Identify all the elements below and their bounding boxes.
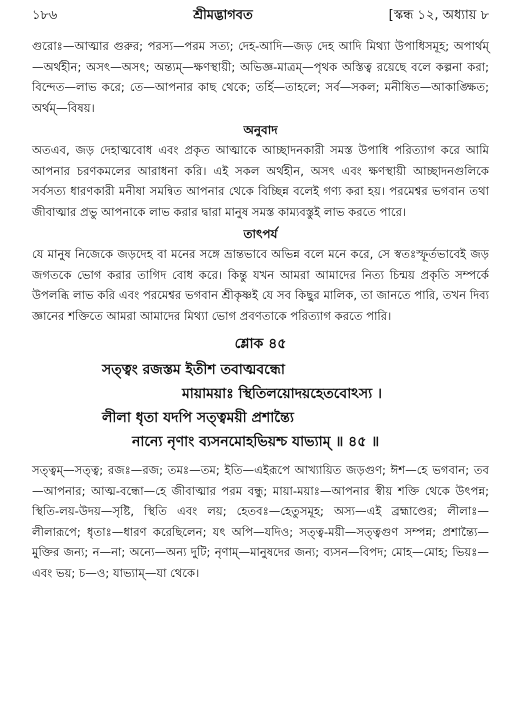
purport-heading: তাৎপর্য <box>243 227 278 241</box>
synonyms-block-bottom: সত্ত্বম্—সত্ত্ব; রজঃ—রজ; তমঃ—তম; ইতি—এইরূপে আখ্যায়িত জড়গুণ; ঈশ—হে ভগবান; তব—আপনার; আত্ম-বন্ধো—হে জীবাত্মার পরম বন্ধু; মায়া-ময়াঃ—আপনার স্বীয় শক্তি থেকে উৎপন্ন; স্থিতি-লয়-উদয়—সৃষ্টি, স্থিতি এবং লয়; হেতবঃ—হেতুসমূহ; অস্য—এই ব্রহ্মাণ্ডের; লীলাঃ—লীলারূপে; ধৃতাঃ—ধারণ করেছিলেন; যৎ অপি—যদিও; সত্ত্ব-ময়ী—সত্ত্বগুণ সম্পন্ন; প্রশান্ত্যৈ—মুক্তির জন্য; ন—না; অন্যে—অন্য দুটি; নৃণাম্—মানুষদের জন্য; ব্যসন—বিপদ; মোহ—মোহ; ভিয়ঃ—এবং ভয়; চ—ও; যাভ্যাম্—যা থেকে। <box>32 463 489 580</box>
verse-line: মায়াময়াঃ স্থিতিলয়োদয়হেতবোঽস্য । <box>182 386 383 402</box>
verse-heading: শ্লোক ৪৫ <box>234 336 287 352</box>
verse-line: লীলা ধৃতা যদপি সত্ত্বময়ী প্রশান্ত্যৈ <box>102 410 294 426</box>
chapter-reference: [স্কন্ধ ১২, অধ্যায় ৮ <box>388 8 489 23</box>
translation-heading: অনুবাদ <box>243 123 278 137</box>
verse-line: সত্ত্বং রজস্তম ইতীশ তবাত্মবন্ধো <box>102 362 285 378</box>
page-header <box>32 6 489 36</box>
book-title: শ্রীমদ্ভাগবত <box>193 8 253 23</box>
purport-text: যে মানুষ নিজেকে জড়দেহ বা মনের সঙ্গে ভ্রান্তভাবে অভিন্ন বলে মনে করে, সে স্বতঃস্ফূর্তভাবেই জড় জগতকে ভোগ করার তাগিদ বোধ করে। কিন্তু যখন আমরা আমাদের নিত্য চিন্ময় প্রকৃতি সম্পর্কে উপলব্ধি লাভ করি এবং পরমেশ্বর ভগবান শ্রীকৃষ্ণই যে সব কিছুর মালিক, তা জানতে পারি, তখন দিব্য জ্ঞানের শক্তিতে আমরা আমাদের মিথ্যা ভোগ প্রবণতাকে পরিত্যাগ করতে পারি। <box>32 247 489 323</box>
page-number: ১৮৬ <box>32 8 58 23</box>
verse-line: নান্যে নৃণাং ব্যসনমোহভিয়শ্চ যাভ্যাম্ ॥ ৪৫ ॥ <box>132 434 380 450</box>
translation-text: অতএব, জড় দেহাত্মবোধ এবং প্রকৃত আত্মাকে আচ্ছাদনকারী সমস্ত উপাধি পরিত্যাগ করে আমি আপনার চরণকমলের আরাধনা করি। এই সকল অর্থহীন, অসৎ এবং ক্ষণস্থায়ী আচ্ছাদনগুলিকে সর্বসত্য ধারণকারী মনীষা সমন্বিত আপনার থেকে বিচ্ছিন্ন বলেই গণ্য করা হয়। পরমেশ্বর ভগবান তথা জীবাত্মার প্রভু আপনাকে লাভ করার দ্বারা মানুষ সমস্ত কাম্যবস্তুই লাভ করতে পারে। <box>32 143 489 219</box>
synonyms-block-top: গুরোঃ—আত্মার গুরুর; পরস্য—পরম সত্য; দেহ-আদি—জড় দেহ আদি মিথ্যা উপাধিসমূহ; অপার্থম্—অর্থহীন; অসৎ—অসৎ; অন্ত্যম্—ক্ষণস্থায়ী; অভিজ্ঞ-মাত্রম্—পৃথক অস্তিত্ব রয়েছে বলে কল্পনা করা; বিন্দেত—লাভ করে; তে—আপনার কাছ থেকে; তর্হি—তাহলে; সর্ব—সকল; মনীষিত—আকাঙ্ক্ষিত; অর্থম্—বিষয়। <box>32 39 489 115</box>
